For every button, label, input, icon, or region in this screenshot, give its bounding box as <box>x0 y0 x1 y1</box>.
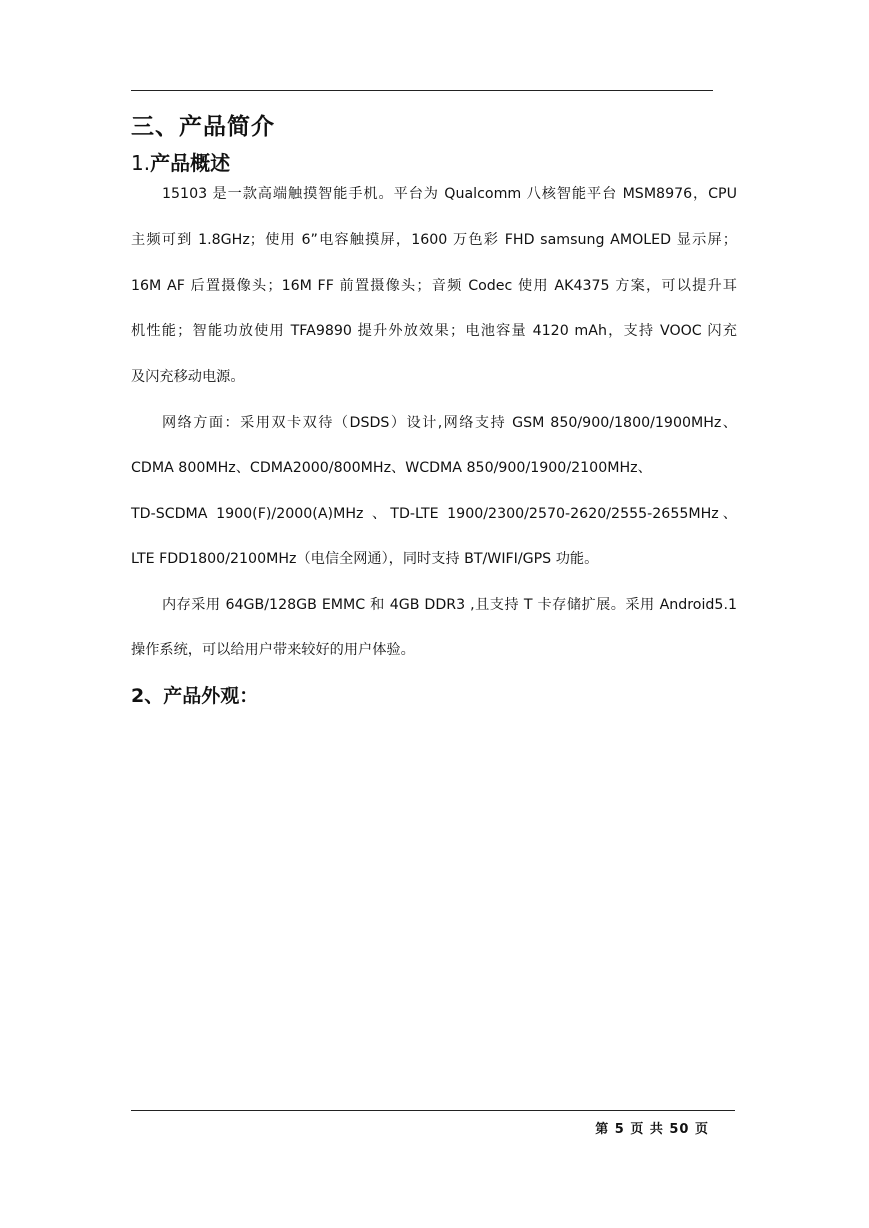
paragraph-line: CDMA 800MHz、CDMA2000/800MHz、WCDMA 850/900/1900/2100MHz、 <box>131 460 652 476</box>
section-heading: 三、产品简介 <box>131 114 275 140</box>
paragraph-line: LTE FDD1800/2100MHz（电信全网通），同时支持 BT/WIFI/GPS 功能。 <box>131 551 599 567</box>
paragraph-line: 网络方面：采用双卡双待（DSDS）设计,网络支持 GSM 850/900/1800/1900MHz、 <box>162 415 737 431</box>
page-number: 第 5 页 共 50 页 <box>595 1122 709 1137</box>
paragraph-line: 机性能；智能功放使用 TFA9890 提升外放效果；电池容量 4120 mAh，支持 VOOC 闪充 <box>131 323 737 339</box>
paragraph-line: 及闪充移动电源。 <box>131 369 245 385</box>
paragraph-line: TD-SCDMA 1900(F)/2000(A)MHz 、TD-LTE 1900/2300/2570-2620/2555-2655MHz、 <box>131 506 737 522</box>
footer-rule <box>131 1110 735 1111</box>
paragraph-line: 16M AF 后置摄像头；16M FF 前置摄像头；音频 Codec 使用 AK4375 方案，可以提升耳 <box>131 278 737 294</box>
paragraph-line: 操作系统，可以给用户带来较好的用户体验。 <box>131 642 415 658</box>
paragraph-line: 主频可到 1.8GHz；使用 6”电容触摸屏，1600 万色彩 FHD samsung AMOLED 显示屏； <box>131 232 737 248</box>
subsection-number: 1. <box>131 151 151 175</box>
subsection-heading-appearance: 2、产品外观： <box>131 685 259 707</box>
subsection-heading-overview <box>131 147 230 176</box>
paragraph-line: 15103 是一款高端触摸智能手机。平台为 Qualcomm 八核智能平台 MSM8976，CPU <box>162 186 737 202</box>
header-rule <box>131 90 713 91</box>
subsection-title: 产品概述 <box>150 151 231 175</box>
paragraph-line: 内存采用 64GB/128GB EMMC 和 4GB DDR3 ,且支持 T 卡存储扩展。采用 Android5.1 <box>162 597 737 613</box>
